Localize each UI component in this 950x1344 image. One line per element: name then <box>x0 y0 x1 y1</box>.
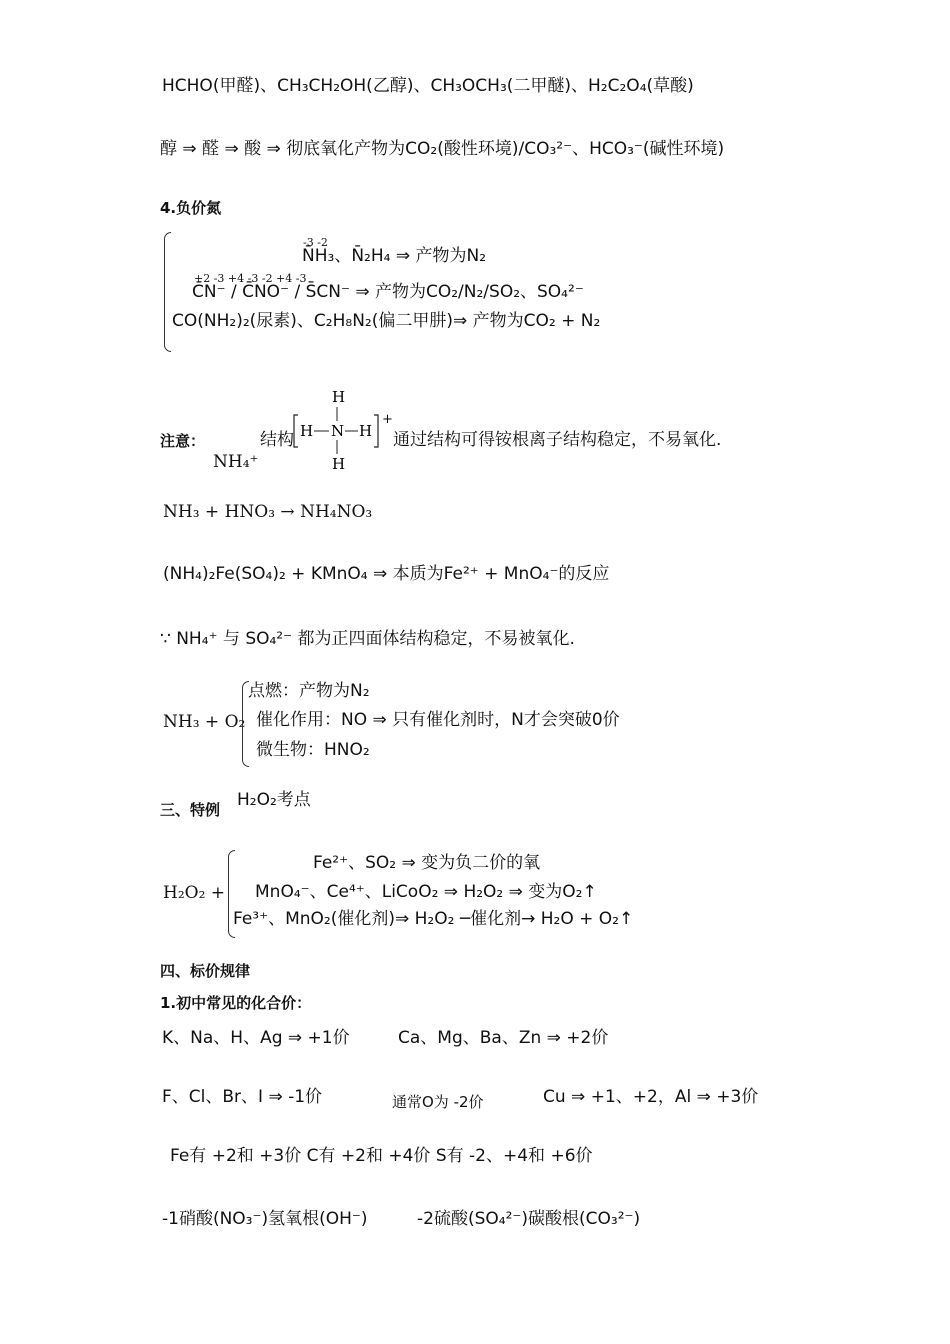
left-brace <box>164 232 171 352</box>
note-text: 通过结构可得铵根离子结构稳定，不易氧化. <box>393 430 722 450</box>
structure-atom-h-right: H <box>359 422 373 440</box>
structure-atom-h-bottom: H <box>332 455 346 473</box>
valence-line-4b: -2硫酸(SO₄²⁻)碳酸根(CO₃²⁻) <box>417 1209 641 1229</box>
oxygen-reaction-left: NH₃ + O₂ <box>163 712 246 732</box>
oxygen-case-c: 微生物：HNO₂ <box>256 740 370 760</box>
section-heading-rules: 四、标价规律 <box>160 962 251 980</box>
structure-atom-h-top: H <box>332 388 346 406</box>
oxygen-case-a: 点燃：产物为N₂ <box>248 681 370 701</box>
structure-atom-h-left: H <box>300 422 314 440</box>
equation-2: (NH₄)₂Fe(SO₄)₂ + KMnO₄ ⇒ 本质为Fe²⁺ + MnO₄⁻的反应 <box>163 564 610 584</box>
formula-line-1: HCHO(甲醛)、CH₃CH₂OH(乙醇)、CH₃OCH₃(二甲醚)、H₂C₂O₄(草酸) <box>162 76 694 96</box>
oxidation-states-2: +2 -3 +4 -3 -2 +4 -3 <box>194 272 307 285</box>
oxidation-states-1: -3 -2 <box>303 236 328 249</box>
valence-line-2b: 通常O为 -2价 <box>392 1093 484 1111</box>
nitrogen-line-3: CO(NH₂)₂(尿素)、C₂H₈N₂(偏二甲肼)⇒ 产物为CO₂ + N₂ <box>172 311 601 331</box>
valence-line-1a: K、Na、H、Ag ⇒ +1价 <box>162 1028 350 1048</box>
structure-label: 结构 <box>260 430 294 450</box>
valence-line-3: Fe有 +2和 +3价 C有 +2和 +4价 S有 -2、+4和 +6价 <box>170 1146 593 1166</box>
h2o2-case-c: Fe³⁺、MnO₂(催化剂)⇒ H₂O₂ ─催化剂→ H₂O + O₂↑ <box>233 909 634 929</box>
section-heading-negative-nitrogen: 4.负价氮 <box>160 199 222 217</box>
valence-line-1b: Ca、Mg、Ba、Zn ⇒ +2价 <box>398 1028 609 1048</box>
subheading-common-valences: 1.初中常见的化合价： <box>160 994 312 1012</box>
valence-line-4a: -1硝酸(NO₃⁻)氢氧根(OH⁻) <box>162 1209 368 1229</box>
section-heading-special: 三、特例 <box>160 801 221 819</box>
section-subheading-h2o2: H₂O₂考点 <box>237 790 311 810</box>
equation-3: ∵ NH₄⁺ 与 SO₄²⁻ 都为正四面体结构稳定，不易被氧化. <box>160 629 575 649</box>
h2o2-case-b: MnO₄⁻、Ce⁴⁺、LiCoO₂ ⇒ H₂O₂ ⇒ 变为O₂↑ <box>255 882 597 902</box>
oxidation-chain-line: 醇 ⇒ 醛 ⇒ 酸 ⇒ 彻底氧化产物为CO₂(酸性环境)/CO₃²⁻、HCO₃⁻(碱性环境) <box>160 139 725 159</box>
ammonium-structure-diagram <box>292 385 394 473</box>
h2o2-left: H₂O₂ + <box>163 883 226 903</box>
structure-charge: + <box>382 412 393 427</box>
note-label: 注意： <box>160 432 206 450</box>
ammonium-ion: NH₄⁺ <box>213 452 259 472</box>
valence-line-2c: Cu ⇒ +1、+2，Al ⇒ +3价 <box>543 1087 759 1107</box>
structure-atom-n: N <box>331 422 345 440</box>
oxygen-case-b: 催化作用：NO ⇒ 只有催化剂时，N才会突破0价 <box>256 710 620 730</box>
nitrogen-line-2: C̄N⁻ / C̄NO⁻ / S̄CN⁻ ⇒ 产物为CO₂/N₂/SO₂、SO₄²⁻ <box>192 282 584 302</box>
nitrogen-line-1: N̄H₃、N̄₂H₄ ⇒ 产物为N₂ <box>302 246 487 266</box>
equation-1: NH₃ + HNO₃ → NH₄NO₃ <box>163 502 373 522</box>
valence-line-2a: F、Cl、Br、I ⇒ -1价 <box>162 1087 323 1107</box>
h2o2-case-a: Fe²⁺、SO₂ ⇒ 变为负二价的氧 <box>313 853 541 873</box>
